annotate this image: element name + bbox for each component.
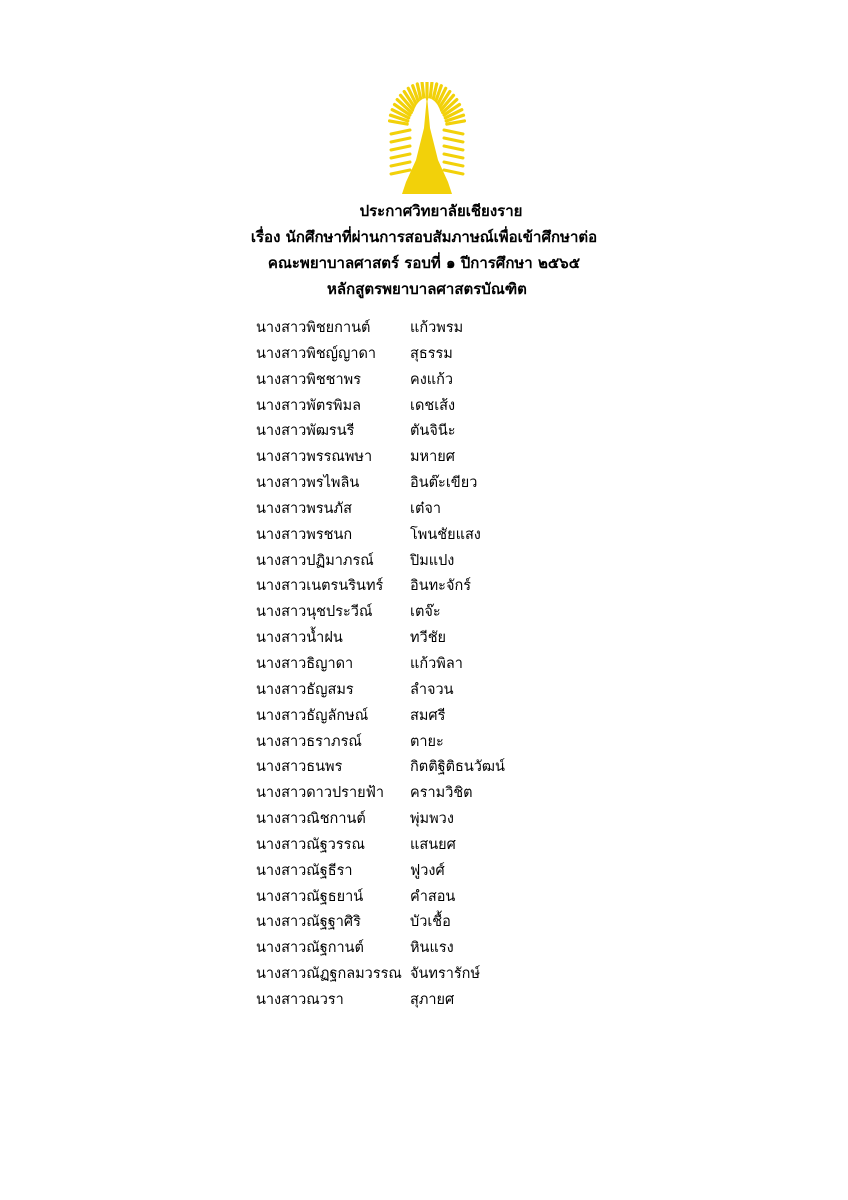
student-last-name: อินทะจักร์ [410,578,472,595]
student-last-name: เดชเส้ง [410,397,456,414]
student-last-name: หินแรง [410,940,454,957]
student-first-name: นางสาวธนพร [256,759,343,776]
student-first-name: นางสาวพัตรพิมล [256,397,362,414]
student-first-name: นางสาวพรไพลิน [256,475,360,492]
student-first-name: นางสาวพิชญ์ญาดา [256,345,377,362]
student-last-name: แก้วพรม [410,320,464,336]
student-first-name: นางสาวน้ำฝน [256,630,343,647]
student-last-name: ลำจวน [410,681,454,698]
student-last-name: ทวีชัย [410,630,447,647]
student-first-name: นางสาวพิชชาพร [256,371,361,388]
student-last-name: อินต๊ะเขียว [410,475,478,492]
student-last-name: สมศรี [410,707,446,724]
student-first-name: นางสาวพิชยกานต์ [256,320,371,336]
student-first-name: นางสาวณัฐวรรณ [256,836,365,853]
student-last-name: เต๋จา [410,500,442,517]
student-first-name: นางสาวณัฐธีรา [256,862,353,879]
student-first-name: นางสาวธราภรณ์ [256,733,362,750]
student-last-name: กิตติฐิติธนวัฒน์ [410,759,505,776]
student-first-name: นางสาวธิญาดา [256,655,354,672]
student-last-name: ตายะ [410,733,444,750]
student-last-name: โพนชัยแสง [410,526,481,543]
student-first-name: นางสาวเนตรนรินทร์ [256,578,384,595]
student-last-name: คงแก้ว [410,371,454,388]
student-last-name: คำสอน [410,888,456,905]
student-first-name: นางสาวพรชนก [256,526,353,543]
student-last-name: ตันจินีะ [410,423,456,440]
student-last-name: แก้วพิลา [410,655,463,672]
student-last-name: บัวเชื้อ [410,914,451,931]
student-last-name: สุธรรม [410,345,453,362]
student-last-name: เตจ๊ะ [410,604,441,621]
student-last-name: จันทรารักษ์ [410,966,481,983]
student-last-name: ฟูวงศ์ [410,862,445,879]
student-last-name: สุภายศ [410,991,455,1008]
student-first-name: นางสาวณัฏฐกลมวรรณ [256,966,402,983]
announcement-subject: เรื่อง นักศึกษาที่ผ่านการสอบสัมภาษณ์เพื่อเข้าศึกษาต่อ [250,228,598,246]
announcement-program: หลักสูตรพยาบาลศาสตรบัณฑิต [327,280,527,298]
student-last-name: มหายศ [410,449,455,466]
student-last-name: พุ่มพวง [410,811,454,828]
student-first-name: นางสาวปฏิมาภรณ์ [256,552,374,569]
student-first-name: นางสาวณิชกานต์ [256,811,366,828]
student-first-name: นางสาวณวรา [256,991,344,1008]
student-last-name: ปิมแปง [410,552,455,569]
student-last-name: ครามวิชิต [410,785,473,802]
student-first-name: นางสาวณัฐกานต์ [256,940,364,957]
student-first-name: นางสาวณัฐฐาศิริ [256,914,361,931]
student-first-name: นางสาวพัฒรนรี [256,423,355,440]
student-first-name: นางสาวณัฐธยาน์ [256,888,364,905]
announcement-header [0,198,848,302]
announcement-title: ประกาศวิทยาลัยเชียงราย [359,202,523,220]
university-emblem-icon [388,82,466,196]
student-first-name: นางสาวธัญสมร [256,681,354,698]
student-first-name: นางสาวดาวปรายฟ้า [256,785,385,802]
student-first-name: นางสาวธัญลักษณ์ [256,707,369,724]
student-first-name: นางสาวพรนภัส [256,500,352,517]
student-first-name: นางสาวพรรณพษา [256,449,373,466]
student-first-name: นางสาวนุชประวีณ์ [256,604,373,621]
student-last-name: แสนยศ [410,836,456,853]
announcement-faculty-round: คณะพยาบาลศาสตร์ รอบที่ ๑ ปีการศึกษา ๒๕๖๕ [267,254,581,272]
